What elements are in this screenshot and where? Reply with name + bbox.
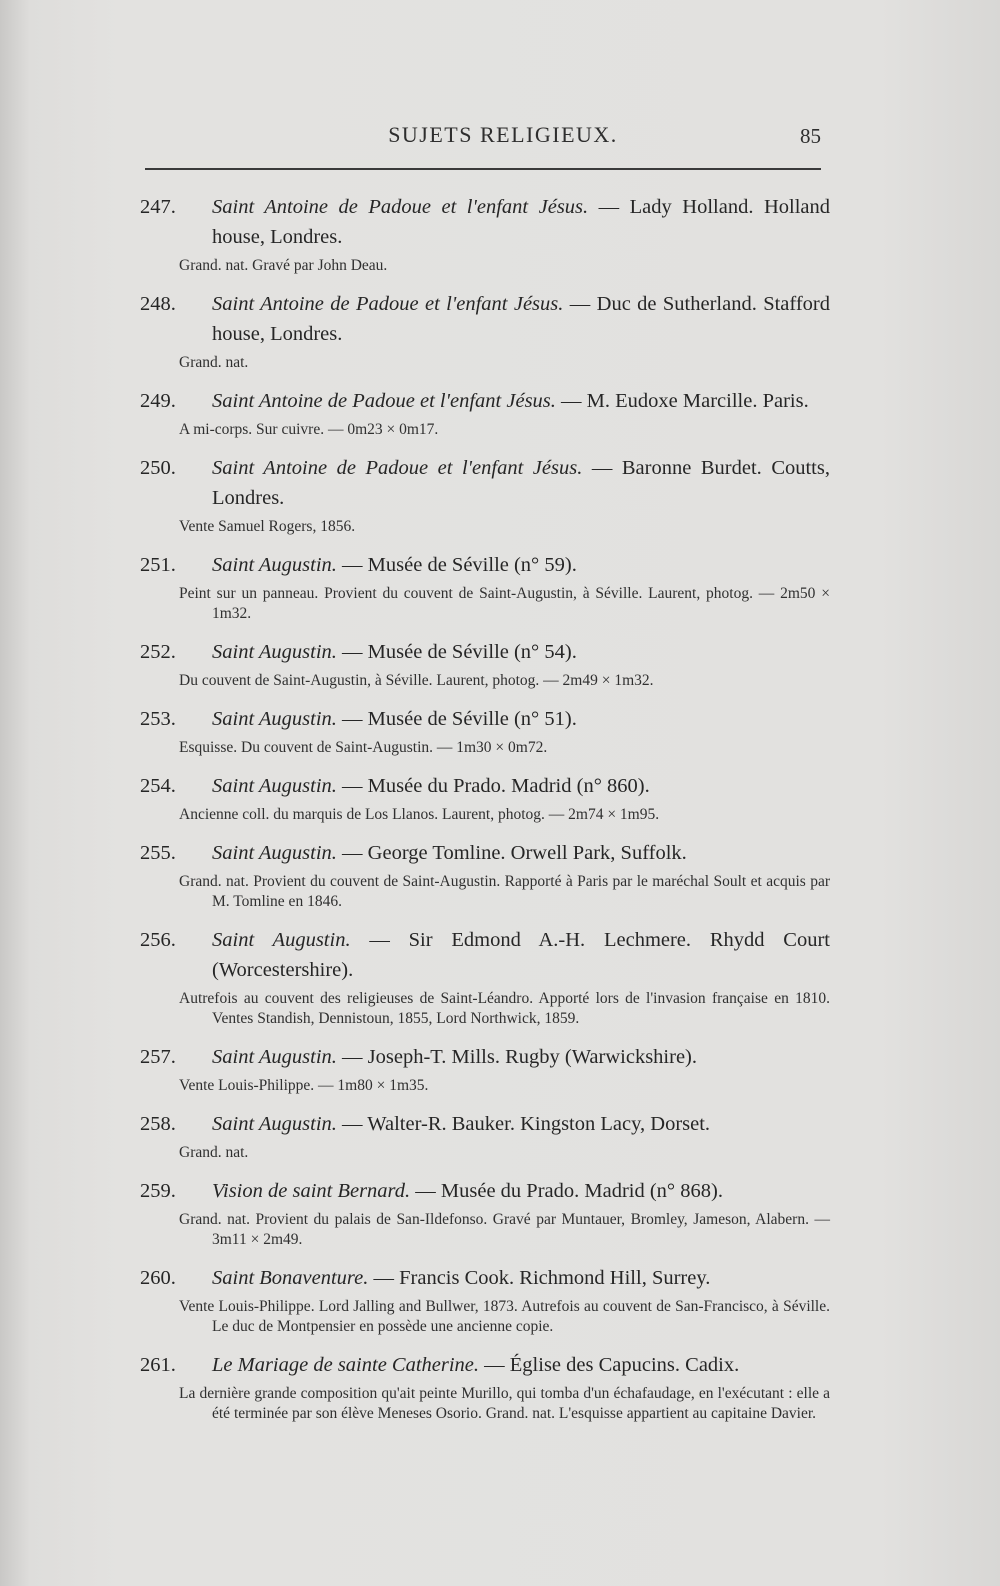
- entry-note: Vente Louis-Philippe. Lord Jalling and Bullwer, 1873. Autrefois au couvent de San-Francisco, à Séville. Le duc de Montpensier en possède une ancienne copie.: [179, 1298, 830, 1335]
- entry-note: Grand. nat.: [179, 354, 249, 371]
- entry-note: Autrefois au couvent des religieuses de Saint-Léandro. Apporté lors de l'invasion française en 1810. Ventes Standish, Dennistoun, 1855, Lord Northwick, 1859.: [179, 990, 830, 1027]
- entry-number: 248.: [140, 293, 176, 315]
- entry-owner: — Baronne Burdet. Coutts, Londres.: [212, 457, 830, 509]
- entry-note: Du couvent de Saint-Augustin, à Séville. Laurent, photog. — 2m49 × 1m32.: [179, 672, 654, 689]
- entry-main: [140, 1176, 830, 1206]
- entry-owner: — Musée de Séville (n° 54).: [336, 641, 577, 663]
- running-title: SUJETS RELIGIEUX.: [388, 122, 618, 147]
- catalogue-entry: [140, 1042, 830, 1096]
- entry-title: Le Mariage de sainte Catherine.: [212, 1354, 480, 1376]
- entry-owner: — Musée du Prado. Madrid (n° 860).: [336, 775, 650, 797]
- entry-number: 250.: [140, 457, 176, 479]
- entry-title: Vision de saint Bernard.: [212, 1180, 411, 1202]
- entry-number: 249.: [140, 390, 176, 412]
- entry-main: [140, 637, 830, 667]
- entry-note: Peint sur un panneau. Provient du couvent de Saint-Augustin, à Séville. Laurent, photog. — 2m50 × 1m32.: [179, 585, 830, 622]
- entry-number: 251.: [140, 554, 176, 576]
- catalogue-entry: [140, 704, 830, 758]
- catalogue-entry: [140, 289, 830, 373]
- catalogue-entry: [140, 637, 830, 691]
- entry-title: Saint Bonaventure.: [212, 1267, 369, 1289]
- entry-main: [140, 771, 830, 801]
- entry-number: 247.: [140, 196, 176, 218]
- entry-title: Saint Antoine de Padoue et l'enfant Jésus.: [212, 457, 583, 479]
- entry-number: 260.: [140, 1267, 176, 1289]
- entry-main: [140, 289, 830, 349]
- catalogue-entry: [140, 1350, 830, 1424]
- entry-number: 255.: [140, 842, 176, 864]
- entry-note: Ancienne coll. du marquis de Los Llanos. Laurent, photog. — 2m74 × 1m95.: [179, 806, 660, 823]
- catalogue-entry: [140, 386, 830, 440]
- entry-owner: — George Tomline. Orwell Park, Suffolk.: [336, 842, 687, 864]
- entry-owner: — Sir Edmond A.-H. Lechmere. Rhydd Court (Worcestershire).: [212, 929, 830, 981]
- header-rule: [145, 168, 821, 170]
- entry-title: Saint Antoine de Padoue et l'enfant Jésus.: [212, 196, 589, 218]
- entry-title: Saint Augustin.: [212, 775, 337, 797]
- entry-main: [140, 1109, 830, 1139]
- catalogue-entries: [140, 192, 830, 1437]
- entry-note: Grand. nat. Gravé par John Deau.: [179, 257, 388, 274]
- entry-note: Grand. nat. Provient du couvent de Saint-Augustin. Rapporté à Paris par le maréchal Soult et acquis par M. Tomline en 1846.: [179, 873, 830, 910]
- entry-main: [140, 386, 830, 416]
- catalogue-entry: [140, 550, 830, 624]
- entry-title: Saint Augustin.: [212, 554, 337, 576]
- entry-main: [140, 925, 830, 985]
- entry-title: Saint Augustin.: [212, 842, 337, 864]
- entry-owner: — Musée de Séville (n° 59).: [336, 554, 577, 576]
- entry-title: Saint Antoine de Padoue et l'enfant Jésus.: [212, 390, 556, 412]
- entry-title: Saint Augustin.: [212, 708, 337, 730]
- entry-note: Grand. nat.: [179, 1144, 249, 1161]
- entry-owner: — Francis Cook. Richmond Hill, Surrey.: [368, 1267, 711, 1289]
- entry-title: Saint Augustin.: [212, 1046, 337, 1068]
- entry-main: [140, 192, 830, 252]
- entry-note: Grand. nat. Provient du palais de San-Ildefonso. Gravé par Muntauer, Bromley, Jameson, Alabern. — 3m11 × 2m49.: [179, 1211, 830, 1248]
- catalogue-entry: [140, 1176, 830, 1250]
- entry-title: Saint Augustin.: [212, 929, 351, 951]
- page-number: 85: [800, 124, 821, 148]
- entry-note: La dernière grande composition qu'ait peinte Murillo, qui tomba d'un échafaudage, en l'exécutant : elle a été terminée par son élève Meneses Osorio. Grand. nat. L'esquisse appartient au capitaine Davier.: [179, 1385, 830, 1422]
- entry-owner: — Musée du Prado. Madrid (n° 868).: [410, 1180, 723, 1202]
- entry-owner: — Musée de Séville (n° 51).: [336, 708, 577, 730]
- entry-note: Esquisse. Du couvent de Saint-Augustin. — 1m30 × 0m72.: [179, 739, 548, 756]
- entry-note: Vente Louis-Philippe. — 1m80 × 1m35.: [179, 1077, 429, 1094]
- entry-main: [140, 550, 830, 580]
- catalogue-entry: [140, 838, 830, 912]
- entry-number: 254.: [140, 775, 176, 797]
- entry-owner: — Lady Holland. Holland house, Londres.: [212, 196, 830, 248]
- entry-number: 256.: [140, 929, 176, 951]
- entry-owner: — Joseph-T. Mills. Rugby (Warwickshire).: [336, 1046, 698, 1068]
- entry-main: [140, 1263, 830, 1293]
- entry-main: [140, 453, 830, 513]
- entry-main: [140, 1042, 830, 1072]
- entry-note: A mi-corps. Sur cuivre. — 0m23 × 0m17.: [179, 421, 439, 438]
- catalogue-entry: [140, 771, 830, 825]
- entry-owner: — Duc de Sutherland. Stafford house, Londres.: [212, 293, 831, 345]
- entry-number: 253.: [140, 708, 176, 730]
- entry-owner: — Walter-R. Bauker. Kingston Lacy, Dorset.: [336, 1113, 711, 1135]
- entry-number: 259.: [140, 1180, 176, 1202]
- entry-number: 258.: [140, 1113, 176, 1135]
- entry-title: Saint Antoine de Padoue et l'enfant Jésus.: [212, 293, 564, 315]
- entry-owner: — M. Eudoxe Marcille. Paris.: [555, 390, 809, 412]
- entry-number: 252.: [140, 641, 176, 663]
- entry-number: 257.: [140, 1046, 176, 1068]
- entry-main: [140, 838, 830, 868]
- catalogue-entry: [140, 453, 830, 537]
- entry-title: Saint Augustin.: [212, 641, 337, 663]
- entry-main: [140, 1350, 830, 1380]
- entry-note: Vente Samuel Rogers, 1856.: [179, 518, 356, 535]
- entry-owner: — Église des Capucins. Cadix.: [479, 1354, 740, 1376]
- catalogue-entry: [140, 925, 830, 1029]
- catalogue-entry: [140, 1109, 830, 1163]
- entry-main: [140, 704, 830, 734]
- entry-title: Saint Augustin.: [212, 1113, 337, 1135]
- page-header: [185, 122, 821, 152]
- catalogue-entry: [140, 192, 830, 276]
- catalogue-entry: [140, 1263, 830, 1337]
- entry-number: 261.: [140, 1354, 176, 1376]
